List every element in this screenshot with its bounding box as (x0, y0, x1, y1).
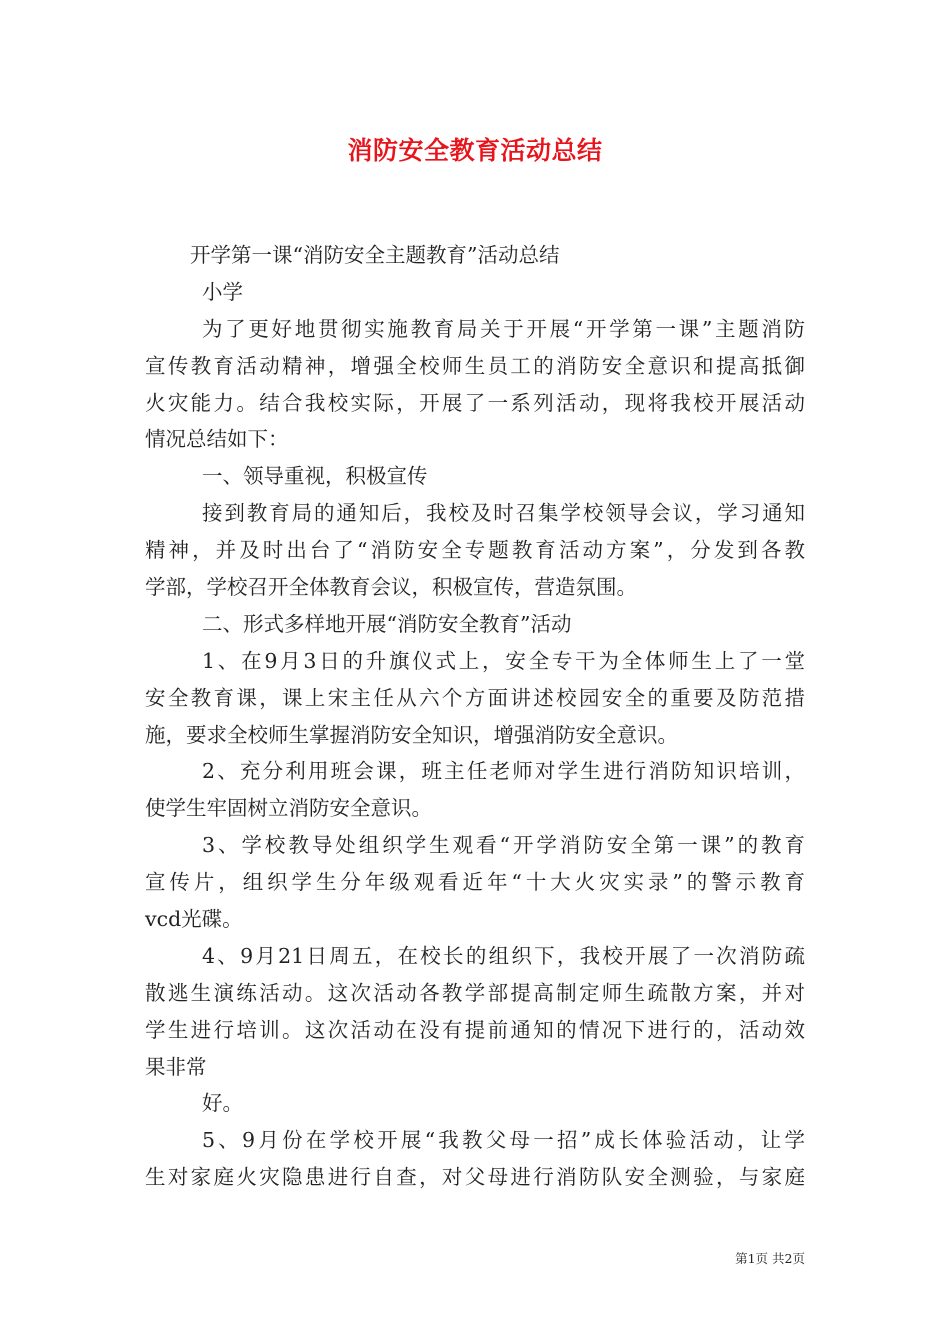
text-line: 果非常 (145, 1054, 207, 1079)
text-line: 精神，并及时出台了“消防安全专题教育活动方案”，分发到各教 (145, 538, 805, 563)
text-line: 生对家庭火灾隐患进行自查，对父母进行消防队安全测验，与家庭 (145, 1165, 805, 1190)
text-line: 学部，学校召开全体教育会议，积极宣传，营造氛围。 (145, 575, 637, 600)
text-line: 5、9月份在学校开展“我教父母一招”成长体验活动，让学 (202, 1128, 805, 1153)
text-line: 火灾能力。结合我校实际，开展了一系列活动，现将我校开展活动 (145, 390, 805, 415)
text-line: 使学生牢固树立消防安全意识。 (145, 796, 432, 821)
text-line: 安全教育课，课上宋主任从六个方面讲述校园安全的重要及防范措 (145, 685, 805, 710)
page-number: 第1页 共2页 (735, 1251, 805, 1266)
text-line: 宣传片，组织学生分年级观看近年“十大火灾实录”的警示教育 (145, 870, 805, 895)
text-line: vcd光碟。 (145, 907, 243, 932)
text-line: 接到教育局的通知后，我校及时召集学校领导会议，学习通知 (202, 501, 805, 526)
text-line: 1、在9月3日的升旗仪式上，安全专干为全体师生上了一堂 (202, 648, 805, 673)
text-line: 情况总结如下： (145, 427, 289, 452)
document-body (145, 237, 805, 1196)
text-line: 宣传教育活动精神，增强全校师生员工的消防安全意识和提高抵御 (145, 353, 805, 378)
text-line: 开学第一课“消防安全主题教育”活动总结 (190, 243, 560, 267)
text-line: 施，要求全校师生掌握消防安全知识，增强消防安全意识。 (145, 722, 678, 747)
text-line: 4、9月21日周五，在校长的组织下，我校开展了一次消防疏 (202, 943, 805, 968)
text-line: 学生进行培训。这次活动在没有提前通知的情况下进行的，活动效 (145, 1017, 805, 1042)
text-line: 为了更好地贯彻实施教育局关于开展“开学第一课”主题消防 (202, 316, 805, 341)
text-line: 散逃生演练活动。这次活动各教学部提高制定师生疏散方案，并对 (145, 980, 805, 1005)
text-line: 一、领导重视，积极宣传 (202, 464, 428, 489)
text-line: 3、学校教导处组织学生观看“开学消防安全第一课”的教育 (202, 833, 805, 858)
text-line: 小学 (202, 279, 243, 304)
text-line: 好。 (202, 1091, 243, 1116)
text-line: 2、充分利用班会课，班主任老师对学生进行消防知识培训， (202, 759, 805, 784)
document-title: 消防安全教育活动总结 (347, 136, 603, 165)
text-line: 二、形式多样地开展“消防安全教育”活动 (202, 611, 572, 636)
